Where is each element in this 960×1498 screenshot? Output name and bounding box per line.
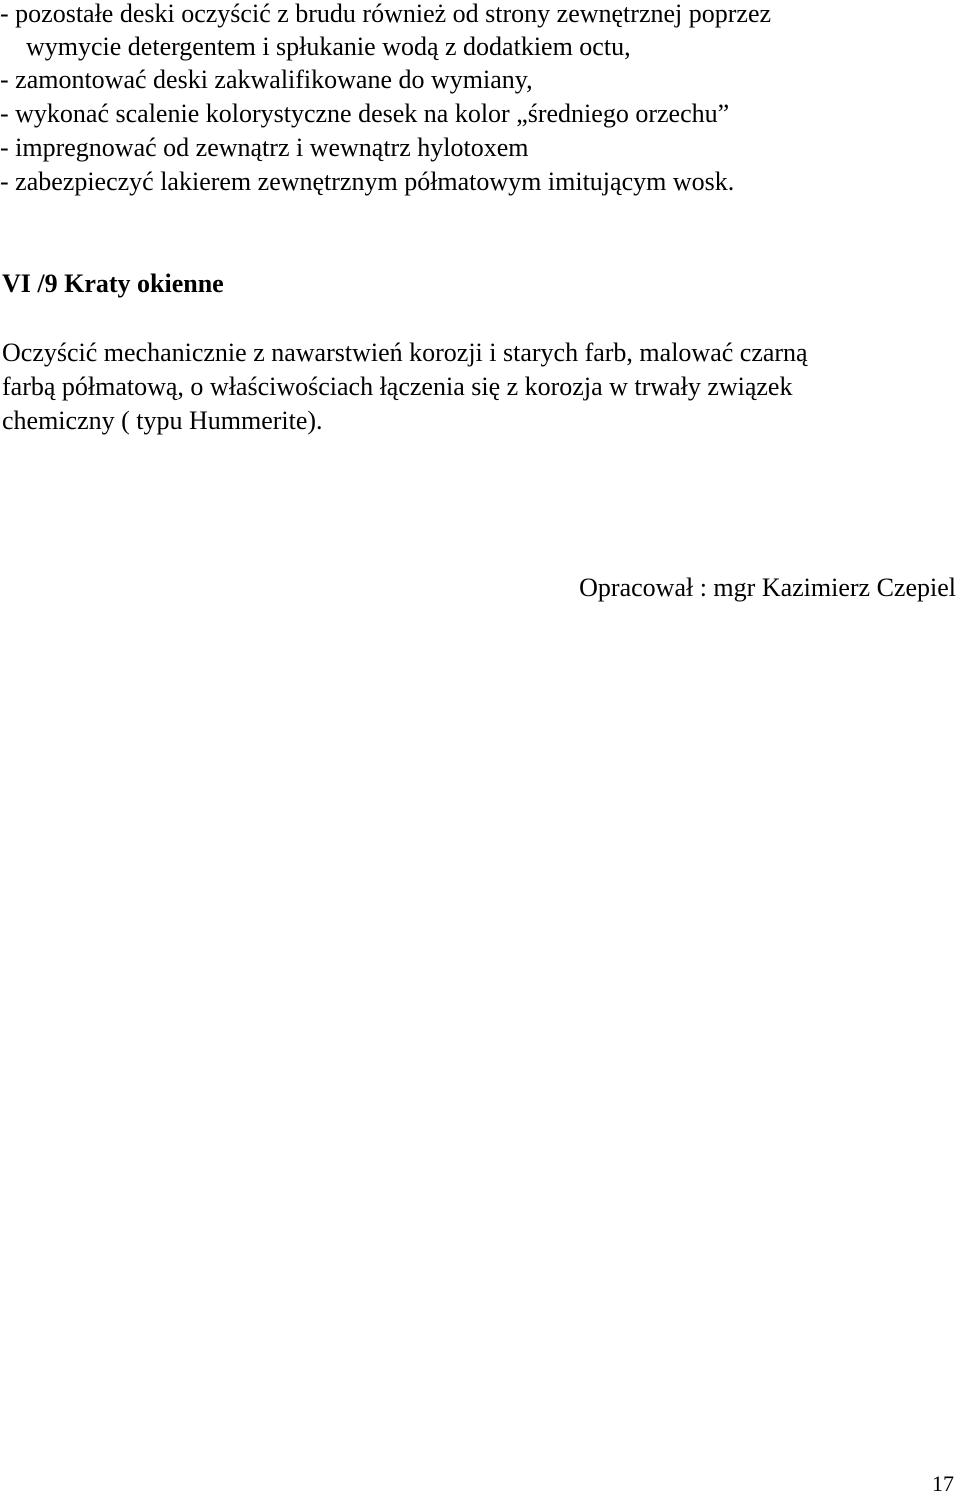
paragraph-line: farbą półmatową, o właściwościach łączenia się z korozja w trwały związek — [2, 372, 793, 401]
list-item: - wykonać scalenie kolorystyczne desek na kolor „średniego orzechu” — [0, 99, 730, 128]
paragraph-line: Oczyścić mechanicznie z nawarstwień korozji i starych farb, malować czarną — [2, 338, 808, 367]
paragraph-line: chemiczny ( typu Hummerite). — [2, 406, 323, 435]
list-item: - impregnować od zewnątrz i wewnątrz hylotoxem — [0, 133, 529, 162]
list-item: - zamontować deski zakwalifikowane do wymiany, — [0, 65, 533, 94]
list-item: - pozostałe deski oczyścić z brudu również od strony zewnętrznej poprzez — [0, 0, 772, 28]
section-heading: VI /9 Kraty okienne — [2, 269, 224, 298]
list-item-continuation: wymycie detergentem i spłukanie wodą z dodatkiem octu, — [26, 32, 631, 61]
page-number: 17 — [932, 1471, 954, 1496]
author-signature: Opracował : mgr Kazimierz Czepiel — [579, 573, 956, 602]
list-item: - zabezpieczyć lakierem zewnętrznym półmatowym imitującym wosk. — [0, 167, 735, 196]
